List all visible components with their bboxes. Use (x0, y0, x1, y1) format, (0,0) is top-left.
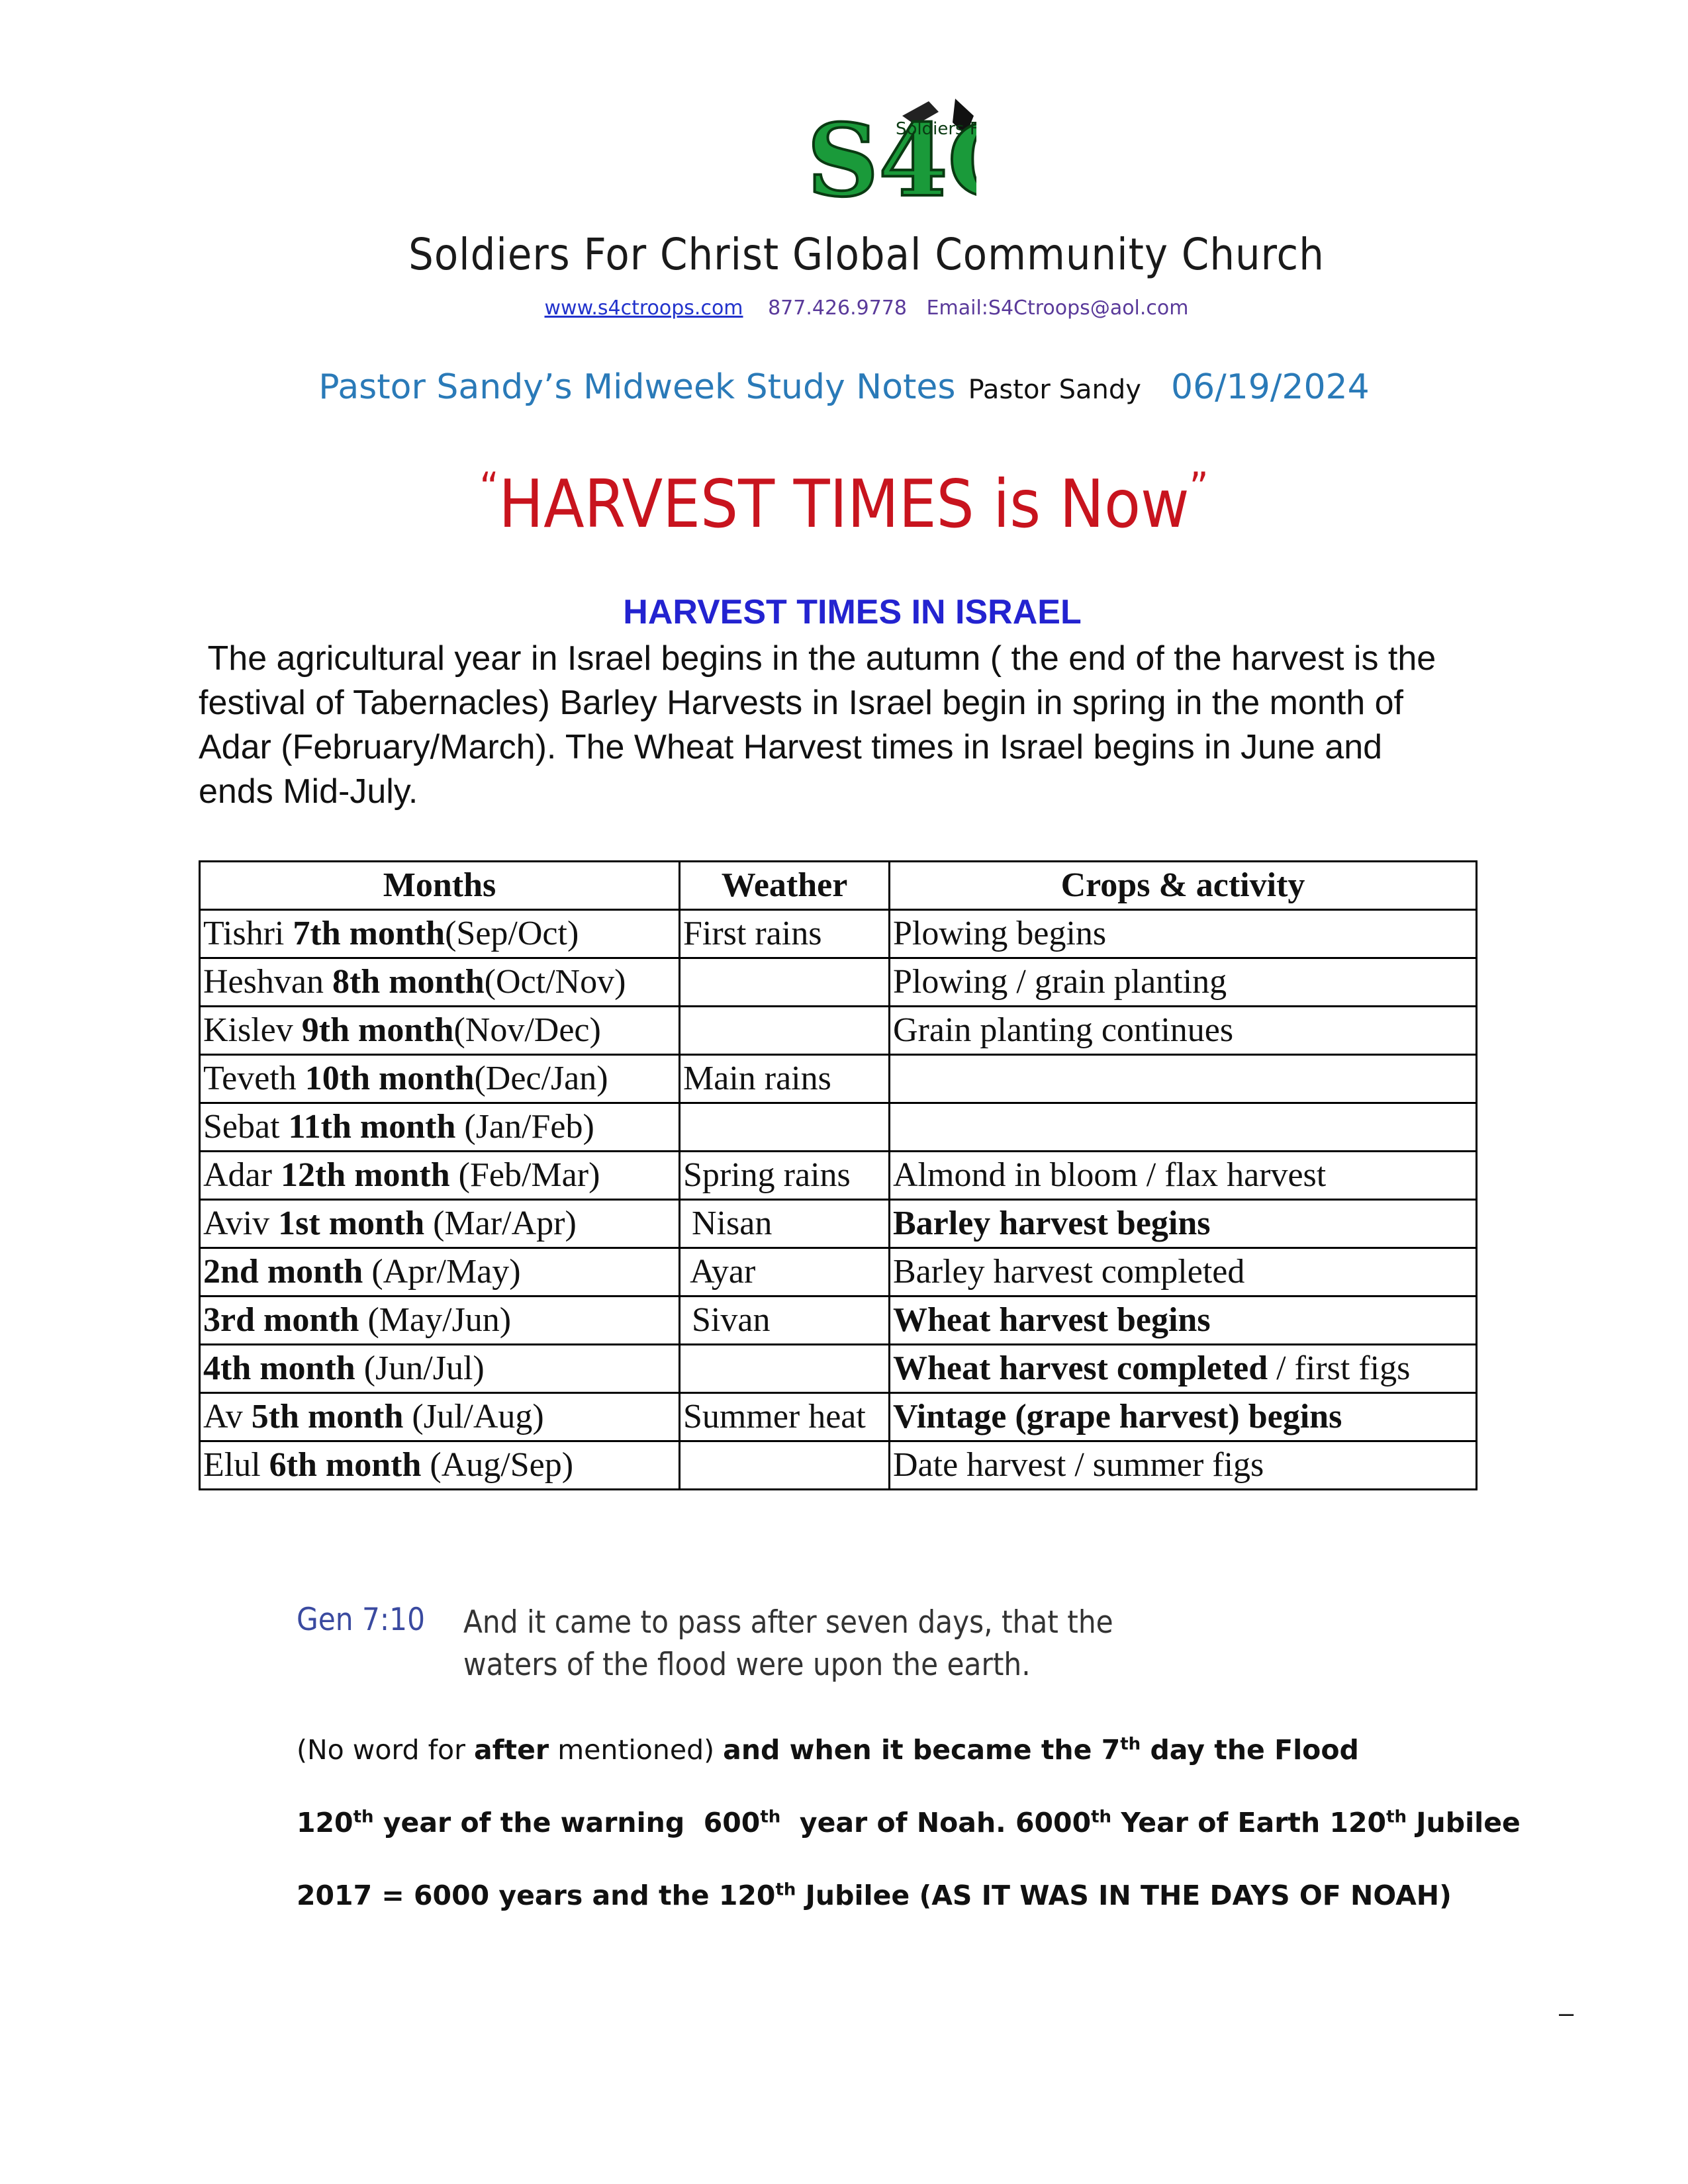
note-text: mentioned) (549, 1734, 724, 1766)
cell-month (200, 1297, 680, 1345)
cell-weather (680, 958, 890, 1007)
note-sup: th (1120, 1734, 1141, 1754)
intro-paragraph (199, 637, 1602, 814)
cell-crops (890, 1297, 1477, 1345)
section-heading: HARVEST TIMES IN ISRAEL (623, 593, 1082, 631)
church-logo (803, 96, 976, 232)
month-span: (Jan/Feb) (455, 1108, 594, 1146)
crop-bold-text: Vintage (grape harvest) begins (893, 1398, 1342, 1435)
month-name: Elul (203, 1446, 269, 1484)
table-row (200, 1103, 1477, 1152)
cell-weather (680, 1103, 890, 1152)
intro-line: festival of Tabernacles) Barley Harvests in Israel begin in spring in the month of (199, 684, 1403, 722)
note-line-3 (297, 1880, 1452, 1911)
logo-letter-s: S4 (807, 103, 948, 219)
month-span: (Sep/Oct) (445, 915, 579, 952)
table-row (200, 1345, 1477, 1393)
title-text: HARVEST TIMES is Now (498, 465, 1190, 543)
harvest-table (199, 860, 1477, 1490)
month-name: Aviv (203, 1205, 279, 1242)
cell-month (200, 1007, 680, 1055)
month-name: Adar (203, 1156, 281, 1194)
cell-weather (680, 1055, 890, 1103)
cell-month (200, 1200, 680, 1248)
note-text: and when it became the 7 (723, 1734, 1121, 1766)
table-row (200, 1393, 1477, 1441)
month-name: Heshvan (203, 963, 332, 1001)
month-span: (Aug/Sep) (421, 1446, 574, 1484)
month-name: Teveth (203, 1060, 305, 1097)
cell-weather (680, 1345, 890, 1393)
intro-line: Adar (February/March). The Wheat Harvest times in Israel begins in June and (199, 728, 1383, 766)
contact-line (0, 296, 1688, 320)
intro-line: The agricultural year in Israel begins in the autumn ( the end of the harvest is the (199, 639, 1436, 678)
weather-text: Spring rains (683, 1156, 851, 1194)
header-weather: Weather (680, 862, 890, 910)
note-text: 2017 = 6000 years and the 120 (297, 1880, 776, 1911)
cell-crops (890, 1200, 1477, 1248)
cell-crops (890, 1345, 1477, 1393)
note-line-2 (297, 1807, 1521, 1839)
month-number: 4th month (203, 1349, 355, 1387)
cell-crops (890, 1248, 1477, 1297)
cell-weather (680, 1248, 890, 1297)
crop-text: Grain planting continues (893, 1011, 1234, 1049)
cell-weather (680, 1393, 890, 1441)
cell-weather (680, 910, 890, 958)
month-name: Av (203, 1398, 252, 1435)
month-span: (Jul/Aug) (403, 1398, 544, 1435)
month-span: (Mar/Apr) (424, 1205, 577, 1242)
weather-text: First rains (683, 915, 822, 952)
month-number: 2nd month (203, 1253, 363, 1291)
cell-month (200, 1055, 680, 1103)
notes-pastor: Pastor Sandy (968, 375, 1141, 405)
cell-crops (890, 1152, 1477, 1200)
table-row (200, 1297, 1477, 1345)
table-row (200, 958, 1477, 1007)
month-number: 5th month (251, 1398, 404, 1435)
cell-month (200, 1345, 680, 1393)
note-text: Jubilee (AS IT WAS IN THE DAYS OF NOAH) (796, 1880, 1452, 1911)
month-number: 9th month (301, 1011, 454, 1049)
month-number: 10th month (305, 1060, 475, 1097)
table-row (200, 910, 1477, 958)
month-number: 8th month (332, 963, 485, 1001)
cell-weather (680, 1297, 890, 1345)
table-row (200, 1055, 1477, 1103)
note-text: year of the warning 600 (373, 1807, 761, 1839)
note-sup: th (353, 1807, 374, 1827)
cell-crops (890, 910, 1477, 958)
page-footer-mark: – (1559, 1999, 1574, 2028)
cell-crops (890, 1103, 1477, 1152)
header-months: Months (200, 862, 680, 910)
month-name: Sebat (203, 1108, 289, 1146)
month-number: 6th month (269, 1446, 422, 1484)
month-span: (Oct/Nov) (484, 963, 626, 1001)
month-span: (Dec/Jan) (474, 1060, 608, 1097)
crop-text: Plowing / grain planting (893, 963, 1227, 1001)
cell-crops (890, 1393, 1477, 1441)
note-text: day the Flood (1141, 1734, 1359, 1766)
website-link[interactable]: www.s4ctroops.com (544, 296, 743, 320)
month-span: (Nov/Dec) (453, 1011, 601, 1049)
page-title (0, 463, 1688, 543)
month-number: 12th month (280, 1156, 450, 1194)
cell-weather (680, 1200, 890, 1248)
scripture-reference: Gen 7:10 (297, 1602, 425, 1638)
cell-weather (680, 1007, 890, 1055)
intro-line: ends Mid-July. (199, 772, 418, 811)
header-crops: Crops & activity (890, 862, 1477, 910)
cell-month (200, 1152, 680, 1200)
cell-month (200, 1103, 680, 1152)
note-text: after (474, 1734, 549, 1766)
note-sup: th (1386, 1807, 1407, 1827)
table-row (200, 1007, 1477, 1055)
month-name: Tishri (203, 915, 293, 952)
title-close-quote: ” (1189, 463, 1209, 512)
scripture-line: waters of the flood were upon the earth. (463, 1647, 1031, 1683)
note-text: Year of Earth 120 (1111, 1807, 1387, 1839)
month-number: 7th month (293, 915, 445, 952)
cell-crops (890, 958, 1477, 1007)
cell-weather (680, 1441, 890, 1490)
note-text: Jubilee (1407, 1807, 1521, 1839)
crop-text: Plowing begins (893, 915, 1107, 952)
note-sup: th (775, 1880, 796, 1900)
weather-text: Nisan (683, 1205, 773, 1242)
title-open-quote: “ (479, 463, 499, 512)
phone-number: 877.426.9778 (768, 296, 908, 320)
month-name: Kislev (203, 1011, 302, 1049)
cell-month (200, 1441, 680, 1490)
crop-text: / first figs (1268, 1349, 1411, 1387)
note-text: year of Noah. 6000 (780, 1807, 1092, 1839)
table-row (200, 1152, 1477, 1200)
logo-subtext: Soldiers F (896, 119, 976, 139)
crop-text: Date harvest / summer figs (893, 1446, 1264, 1484)
table-row (200, 1200, 1477, 1248)
weather-text: Sivan (683, 1301, 771, 1339)
cell-crops (890, 1007, 1477, 1055)
scripture-text (463, 1602, 1113, 1686)
month-span: (Feb/Mar) (449, 1156, 600, 1194)
church-name: Soldiers For Christ Global Community Church (408, 229, 1325, 280)
scripture-line: And it came to pass after seven days, that the (463, 1604, 1113, 1641)
note-text: 120 (297, 1807, 353, 1839)
month-span: (Jun/Jul) (355, 1349, 485, 1387)
note-sup: th (760, 1807, 781, 1827)
month-span: (Apr/May) (363, 1253, 521, 1291)
note-sup: th (1091, 1807, 1112, 1827)
weather-text: Summer heat (683, 1398, 866, 1435)
cell-month (200, 1248, 680, 1297)
cell-month (200, 910, 680, 958)
crop-bold-text: Wheat harvest begins (893, 1301, 1211, 1339)
cell-weather (680, 1152, 890, 1200)
notes-title: Pastor Sandy’s Midweek Study Notes (318, 367, 956, 407)
table-row (200, 1248, 1477, 1297)
notes-date: 06/19/2024 (1170, 367, 1370, 407)
cell-crops (890, 1441, 1477, 1490)
month-number: 11th month (288, 1108, 456, 1146)
weather-text: Ayar (683, 1253, 756, 1291)
month-number: 1st month (278, 1205, 425, 1242)
cell-month (200, 958, 680, 1007)
note-line-1 (297, 1734, 1359, 1766)
crop-bold-text: Wheat harvest completed (893, 1349, 1268, 1387)
crop-text: Almond in bloom / flax harvest (893, 1156, 1327, 1194)
crop-bold-text: Barley harvest begins (893, 1205, 1211, 1242)
cell-crops (890, 1055, 1477, 1103)
weather-text: Main rains (683, 1060, 831, 1097)
table-row (200, 1441, 1477, 1490)
study-notes-line (0, 367, 1688, 407)
email-address[interactable]: Email:S4Ctroops@aol.com (926, 296, 1189, 320)
cell-month (200, 1393, 680, 1441)
table-header-row (200, 862, 1477, 910)
crop-text: Barley harvest completed (893, 1253, 1245, 1291)
month-number: 3rd month (203, 1301, 359, 1339)
note-text: (No word for (297, 1734, 475, 1766)
month-span: (May/Jun) (359, 1301, 512, 1339)
